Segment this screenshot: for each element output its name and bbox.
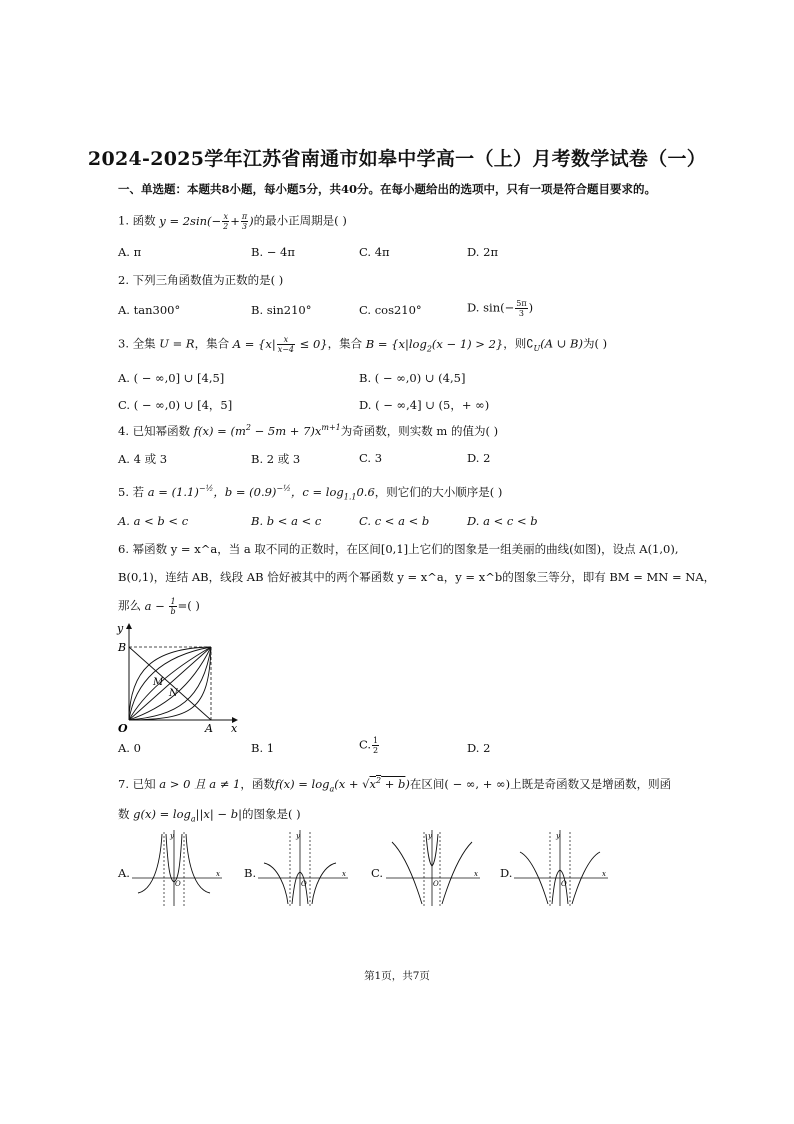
q2-option-a: A. tan300° (118, 303, 181, 317)
q7-graph-b (256, 828, 351, 908)
q5-option-a: A. a < b < c (118, 514, 189, 528)
question-5 (118, 484, 502, 501)
q1-suffix: 的最小正周期是( ) (253, 213, 347, 228)
q2-option-d-label: D. sin(− (467, 300, 515, 315)
q1-formula: y = 2sin(− $\frac{x}{2}$ + $\frac{\pi}{3}$ ) (159, 212, 254, 231)
q5-prefix: 5. 若 (118, 485, 145, 499)
question-1 (118, 212, 347, 231)
question-4 (118, 423, 498, 439)
q7-line2-suffix: 的图象是( ) (241, 807, 301, 821)
q7-prefix: 7. 已知 (118, 777, 156, 791)
label-x: x (231, 722, 238, 735)
label-y: y (117, 622, 124, 635)
svg-text:x: x (602, 870, 606, 878)
question-6-line-1: 6. 幂函数 y = x^a，当 a 取不同的正数时，在区间[0,1]上它们的图象是一组美丽的曲线(如图)，设点 A(1,0), (118, 542, 679, 556)
q7-graph-a (130, 828, 225, 908)
q3-option-d: D. ( − ∞,4] ∪ (5，+ ∞) (359, 398, 490, 412)
q7-graph-d (512, 828, 612, 908)
q6-option-c: C. $\frac{1}{2}$ (359, 736, 379, 755)
q6-option-d: D. 2 (467, 741, 491, 755)
q2-option-d: D. sin(− $\frac{5\pi}{3}$ ) (467, 299, 534, 318)
svg-text:O: O (175, 880, 181, 888)
question-2: 2. 下列三角函数值为正数的是( ) (118, 273, 284, 287)
question-7-line-1 (118, 776, 671, 793)
q5-formula: $a = (1.1)^{-\frac{1}{2}}$，$b = (0.9)^{-\frac{1}{2}}$，$c = \log_{1.1}0.6$ (147, 484, 375, 502)
q7-option-a: A. (118, 866, 130, 880)
q4-option-a: A. 4 或 3 (118, 452, 168, 466)
svg-text:O: O (433, 880, 439, 888)
svg-text:y: y (296, 832, 300, 840)
q1-option-b: B. − 4π (251, 245, 295, 259)
q5-option-c: C. c < a < b (359, 514, 430, 528)
q6-option-a: A. 0 (118, 741, 141, 755)
label-a: A (205, 722, 213, 735)
q2-option-b: B. sin210° (251, 303, 312, 317)
q1-prefix: 1. 函数 (118, 213, 156, 228)
q5-option-d: D. a < c < b (467, 514, 538, 528)
q6-line3-prefix: 那么 (118, 598, 141, 613)
svg-text:O: O (561, 880, 567, 888)
q6-formula: a − $\frac{1}{b}$ (144, 597, 176, 616)
question-7-line-2 (118, 806, 301, 823)
q3-option-b: B. ( − ∞,0) ∪ (4,5] (359, 371, 466, 385)
q6-option-b: B. 1 (251, 741, 275, 755)
exam-title: 2024-2025学年江苏省南通市如皋中学高一（上）月考数学试卷（一） (87, 148, 707, 170)
question-6-line-3 (118, 597, 200, 616)
q3-formula: U = R (159, 336, 195, 351)
q6-option-c-label: C. (359, 737, 372, 752)
q1-option-d: D. 2π (467, 245, 498, 259)
question-3: 3. 全集 U = R，集合 A = {x| $\frac{x}{x-4}$ ≤ 0}，集合 $B = \{x|\log_2(x - 1) > 2\}$，则$∁_U(A$ ∪ B)为( ) (118, 335, 608, 354)
q7-suffix: 在区间( − ∞, + ∞)上既是奇函数又是增函数，则函 (409, 777, 672, 791)
q4-prefix: 4. 已知幂函数 (118, 424, 191, 438)
q7-option-d: D. (500, 866, 513, 880)
svg-text:x: x (474, 870, 478, 878)
svg-text:x: x (342, 870, 346, 878)
q3-option-c: C. ( − ∞,0) ∪ [4，5] (118, 398, 233, 412)
page-footer: 第1页，共7页 (364, 970, 430, 982)
q6-line3-suffix: =( ) (177, 598, 200, 613)
q7-option-c: C. (371, 866, 384, 880)
q1-option-a: A. π (118, 245, 142, 259)
svg-text:y: y (170, 832, 174, 840)
q7-cond: a > 0 且 a ≠ 1 (159, 777, 241, 791)
q4-option-d: D. 2 (467, 451, 491, 465)
section-heading: 一、单选题：本题共8小题，每小题5分，共40分。在每小题给出的选项中，只有一项是符合题目要求的。 (118, 182, 657, 196)
label-n: N (169, 688, 178, 699)
q4-option-b: B. 2 或 3 (251, 452, 301, 466)
q7-option-b: B. (244, 866, 257, 880)
label-m: M (153, 677, 164, 688)
q3-prefix: 3. 全集 (118, 336, 156, 351)
q5-option-b: B. b < a < c (251, 514, 322, 528)
q2-option-c: C. cos210° (359, 303, 422, 317)
svg-text:x: x (216, 870, 220, 878)
q4-suffix: 为奇函数，则实数 m 的值为( ) (340, 424, 499, 438)
label-origin: O (118, 722, 128, 735)
q7-line2-prefix: 数 (118, 807, 130, 821)
label-b: B (118, 641, 127, 654)
q7-g-formula: $g(x) = \log_a||x| - b|$ (133, 807, 242, 824)
svg-text:y: y (556, 832, 560, 840)
q3-option-a: A. ( − ∞,0] ∪ [4,5] (118, 371, 225, 385)
svg-text:O: O (301, 880, 307, 888)
q1-option-c: C. 4π (359, 245, 390, 259)
q7-graph-c (384, 828, 484, 908)
power-function-figure (113, 620, 243, 735)
q5-suffix: ，则它们的大小顺序是( ) (374, 485, 503, 499)
q7-formula: $f(x) = \log_a(x + √x^2 + b)$ (274, 776, 410, 794)
q4-option-c: C. 3 (359, 451, 383, 465)
svg-text:y: y (428, 832, 432, 840)
q7-mid: ，函数 (240, 777, 275, 791)
q4-formula: $f(x) = (m^2 - 5m + 7)x^{m+1}$ (193, 423, 341, 438)
question-6-line-2: B(0,1)，连结 AB，线段 AB 恰好被其中的两个幂函数 y = x^a，y = x^b的图象三等分，即有 BM = MN = NA， (118, 570, 716, 584)
